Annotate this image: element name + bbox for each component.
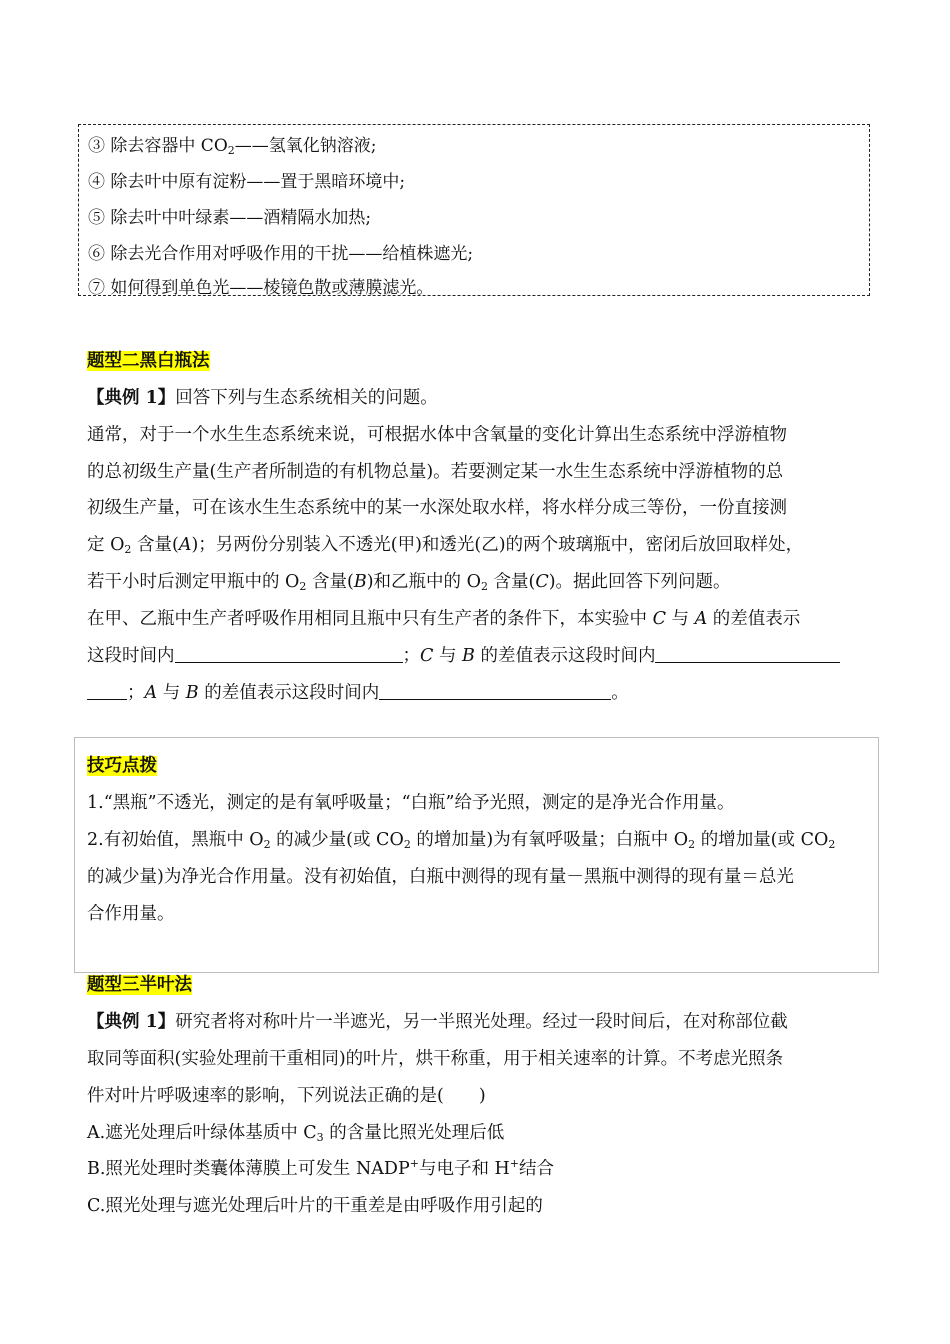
answer-blank-3[interactable]	[379, 683, 611, 700]
paragraph-line: 这段时间内 ；C 与 B 的差值表示这段时间内	[87, 642, 840, 667]
note-line-3: ③ 除去容器中 $CO_2——$氢氧化钠溶液;	[88, 136, 377, 157]
tip-heading: 技巧点拨	[87, 756, 157, 776]
option-a[interactable]: A.遮光处理后叶绿体基质中 $C_3$ 的含量比照光处理后低	[87, 1123, 505, 1144]
paragraph-line: 在甲、乙瓶中生产者呼吸作用相同且瓶中只有生产者的条件下，本实验中 C 与 A 的差值表示	[87, 609, 801, 629]
paragraph-line: 初级生产量，可在该水生生态系统中的某一水深处取水样，将水样分成三等份，一份直接测	[87, 498, 787, 518]
paragraph-line: ；A 与 B 的差值表示这段时间内 。	[87, 679, 629, 704]
paragraph-line: 若干小时后测定甲瓶中的 $O_2$ 含量(B)和乙瓶中的 $O_2$ 含量(C)。据此回答下列问题。	[87, 572, 731, 593]
question-line: 取同等面积(实验处理前干重相同)的叶片，烘干称重，用于相关速率的计算。不考虑光照条	[87, 1049, 784, 1069]
note-line-7: ⑦ 如何得到单色光——棱镜色散或薄膜滤光。	[88, 278, 434, 298]
tip-line: 合作用量。	[87, 904, 175, 924]
example-label: 【典例 1】	[87, 1012, 176, 1032]
option-c[interactable]: C.照光处理与遮光处理后叶片的干重差是由呼吸作用引起的	[87, 1196, 543, 1216]
answer-blank-2[interactable]	[655, 646, 840, 663]
answer-blank-1[interactable]	[175, 646, 403, 663]
tip-line: 的减少量)为净光合作用量。没有初始值，白瓶中测得的现有量－黑瓶中测得的现有量＝总光	[87, 867, 794, 887]
tip-box	[74, 737, 879, 973]
paragraph-line: 的总初级生产量(生产者所制造的有机物总量)。若要测定某一水生生态系统中浮游植物的总	[87, 462, 784, 482]
example-1-prompt: 【典例 1】回答下列与生态系统相关的问题。	[87, 388, 438, 408]
note-line-5: ⑤ 除去叶中叶绿素——酒精隔水加热;	[88, 208, 372, 228]
question-line: 件对叶片呼吸速率的影响，下列说法正确的是( )	[87, 1086, 486, 1106]
tip-line: 1.“黑瓶”不透光，测定的是有氧呼吸量；“白瓶”给予光照，测定的是净光合作用量。	[87, 793, 735, 813]
tip-line: 2.有初始值，黑瓶中 $O_2$ 的减少量(或 $CO_2$ 的增加量)为有氧呼吸量；白瓶中 $O_2$ 的增加量(或 $CO_2$	[87, 830, 836, 851]
paragraph-line: 定 $O_2$ 含量(A)；另两份分别装入不透光(甲)和透光(乙)的两个玻璃瓶中，密闭后放回取样处，	[87, 535, 804, 556]
note-line-6: ⑥ 除去光合作用对呼吸作用的干扰——给植株遮光;	[88, 244, 474, 264]
question-line: 【典例 1】研究者将对称叶片一半遮光，另一半照光处理。经过一段时间后，在对称部位截	[87, 1012, 788, 1032]
option-b[interactable]: B.照光处理时类囊体薄膜上可发生 NADP+与电子和 H+结合	[87, 1157, 555, 1179]
note-line-4: ④ 除去叶中原有淀粉——置于黑暗环境中;	[88, 172, 406, 192]
example-label: 【典例 1】	[87, 388, 176, 408]
note-box	[78, 124, 870, 296]
paragraph-line: 通常，对于一个水生生态系统来说，可根据水体中含氧量的变化计算出生态系统中浮游植物	[87, 425, 787, 445]
answer-blank-2-cont[interactable]	[87, 683, 127, 700]
section-heading-3: 题型三半叶法	[87, 975, 192, 995]
section-heading-2: 题型二黑白瓶法	[87, 351, 210, 371]
